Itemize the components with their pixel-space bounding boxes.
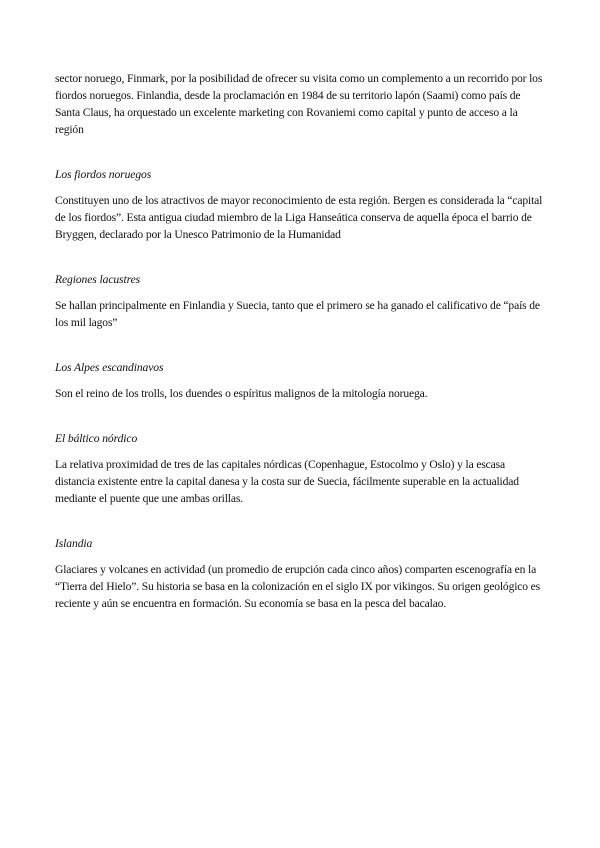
section-paragraph: Constituyen uno de los atractivos de mayor reconocimiento de esta región. Bergen es considerada la “capital de los fiordos”. Esta antigua ciudad miembro de la Liga Hanseática conserva de aquella época el barrio de Bryggen, declarado por la Unesco Patrimonio de la Humanidad <box>55 194 543 241</box>
section-heading: Regiones lacustres <box>55 273 141 286</box>
section-paragraph: Glaciares y volcanes en actividad (un promedio de erupción cada cinco años) comparten escenografía en la “Tierra del Hielo”. Su historia se basa en la colonización en el siglo IX por vikingos. Su origen geológico es reciente y aún se encuentra en formación. Su economía se basa en la pesca del bacalao. <box>55 563 541 610</box>
section-paragraph: Son el reino de los trolls, los duendes o espíritus malignos de la mitología noruega. <box>55 387 428 400</box>
section-islandia <box>55 535 547 612</box>
section-heading: Los Alpes escandinavos <box>55 361 164 374</box>
section-fiordos <box>55 166 547 243</box>
section-alpes <box>55 359 547 402</box>
section-heading: Islandia <box>55 537 93 550</box>
section-heading: Los fiordos noruegos <box>55 168 152 181</box>
document-content <box>55 70 547 612</box>
section-paragraph: La relativa proximidad de tres de las capitales nórdicas (Copenhague, Estocolmo y Oslo) y la escasa distancia existente entre la capital danesa y la costa sur de Suecia, fácilmente superable en la actualidad mediante el puente que une ambas orillas. <box>55 458 519 505</box>
section-paragraph: Se hallan principalmente en Finlandia y Suecia, tanto que el primero se ha ganado el calificativo de “país de los mil lagos” <box>55 299 540 329</box>
section-heading: El báltico nórdico <box>55 432 138 445</box>
section-lacustres <box>55 271 547 331</box>
section-baltico <box>55 430 547 507</box>
intro-paragraph: sector noruego, Finmark, por la posibilidad de ofrecer su visita como un complemento a un recorrido por los fiordos noruegos. Finlandia, desde la proclamación en 1984 de su territorio lapón (Saami) como país de Santa Claus, ha orquestado un excelente marketing con Rovaniemi como capital y punto de acceso a la región <box>55 72 543 136</box>
